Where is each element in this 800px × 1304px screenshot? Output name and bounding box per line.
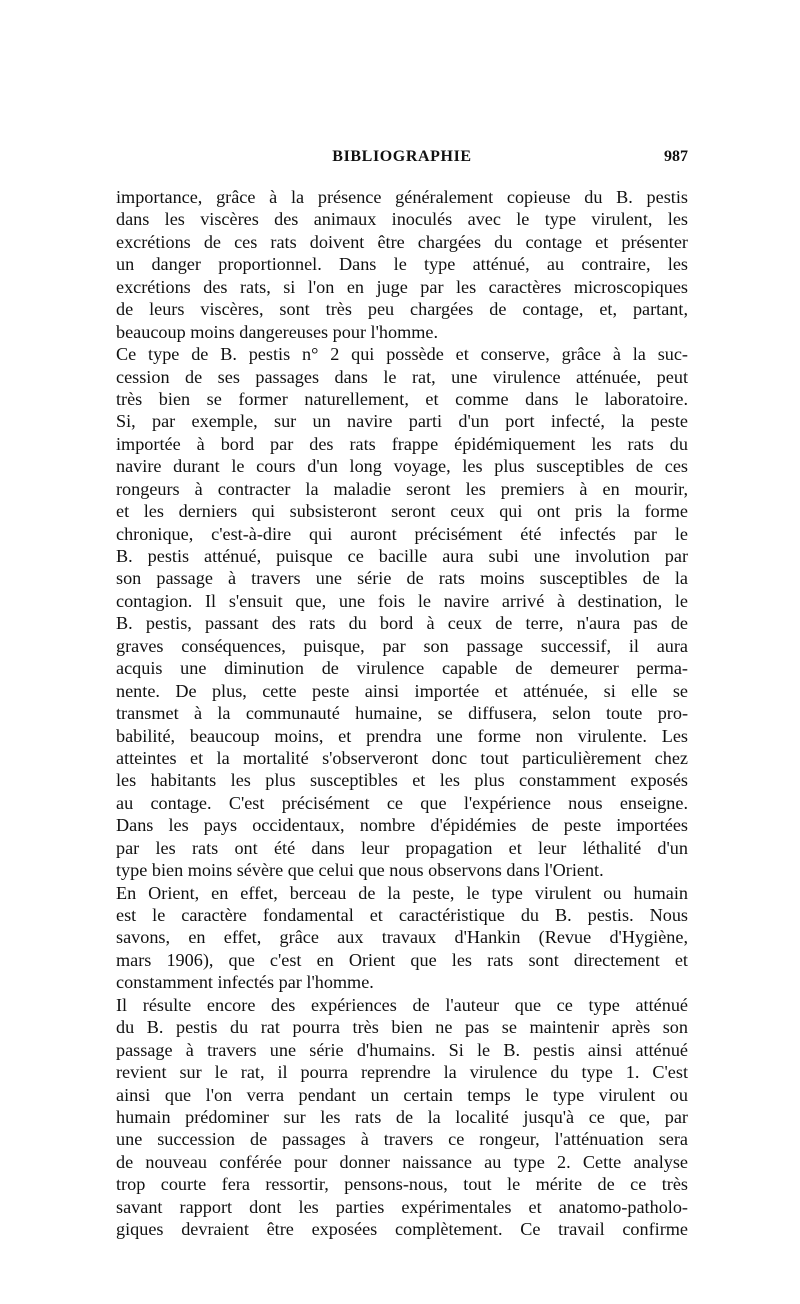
text-line: importance, grâce à la présence généralement copieuse du B. pestis	[116, 187, 688, 207]
text-line: excrétions des rats, si l'on en juge par les caractères microscopiques	[116, 276, 688, 297]
text-line: par les rats ont été dans leur propagation et leur léthalité d'un	[116, 837, 688, 858]
text-line: de leurs viscères, sont très peu chargées de contage, et, partant,	[116, 299, 688, 320]
text-line: un danger proportionnel. Dans le type atténué, au contraire, les	[116, 254, 688, 275]
text-line: une succession de passages à travers ce rongeur, l'atténuation sera	[116, 1129, 688, 1150]
text-line: transmet à la communauté humaine, se diffusera, selon toute pro-	[116, 703, 688, 724]
text-line: au contage. C'est précisément ce que l'expérience nous enseigne.	[116, 792, 688, 813]
text-line: mars 1906), que c'est en Orient que les rats sont directement et	[116, 949, 688, 970]
text-line: Ce type de B. pestis n° 2 qui possède et conserve, grâce à la suc-	[116, 344, 688, 365]
text-line: En Orient, en effet, berceau de la peste, le type virulent ou humain	[116, 882, 688, 903]
text-line: est le caractère fondamental et caractéristique du B. pestis. Nous	[116, 905, 688, 925]
text-line: très bien se former naturellement, et comme dans le laboratoire.	[116, 388, 688, 409]
text-line: savons, en effet, grâce aux travaux d'Hankin (Revue d'Hygiène,	[116, 927, 688, 948]
text-line: revient sur le rat, il pourra reprendre la virulence du type 1. C'est	[116, 1062, 688, 1083]
text-line: Il résulte encore des expériences de l'auteur que ce type atténué	[116, 994, 688, 1015]
text-line: passage à travers une série d'humains. Si le B. pestis ainsi atténué	[116, 1039, 688, 1060]
text-line: acquis une diminution de virulence capable de demeurer perma-	[116, 658, 688, 679]
text-line: beaucoup moins dangereuses pour l'homme.	[116, 321, 438, 342]
text-line: graves conséquences, puisque, par son passage successif, il aura	[116, 635, 688, 656]
text-line: chronique, c'est-à-dire qui auront précisément été infectés par le	[116, 523, 688, 544]
text-line: et les derniers qui subsisteront seront ceux qui ont pris la forme	[116, 501, 688, 522]
text-line: du B. pestis du rat pourra très bien ne pas se maintenir après son	[116, 1017, 688, 1038]
running-title: BIBLIOGRAPHIE	[332, 148, 472, 165]
text-line: contagion. Il s'ensuit que, une fois le navire arrivé à destination, le	[116, 590, 688, 611]
text-line: Si, par exemple, sur un navire parti d'un port infecté, la peste	[116, 411, 688, 432]
text-line: nente. De plus, cette peste ainsi importée et atténuée, si elle se	[116, 680, 688, 701]
text-line: type bien moins sévère que celui que nous observons dans l'Orient.	[116, 860, 604, 881]
text-line: trop courte fera ressortir, pensons-nous, tout le mérite de ce très	[116, 1174, 688, 1195]
page-number: 987	[664, 148, 688, 165]
text-line: atteintes et la mortalité s'observeront donc tout particulièrement chez	[116, 747, 688, 768]
text-line: rongeurs à contracter la maladie seront les premiers à en mourir,	[116, 478, 688, 499]
text-line: giques devraient être exposées complètement. Ce travail confirme	[116, 1219, 688, 1240]
running-head	[116, 148, 688, 174]
text-line: importée à bord par des rats frappe épidémiquement les rats du	[116, 433, 688, 454]
text-line: ainsi que l'on verra pendant un certain temps le type virulent ou	[116, 1084, 688, 1105]
text-line: les habitants les plus susceptibles et les plus constamment exposés	[116, 770, 688, 791]
text-line: humain prédominer sur les rats de la localité jusqu'à ce que, par	[116, 1106, 688, 1127]
text-line: de nouveau conférée pour donner naissance au type 2. Cette analyse	[116, 1151, 688, 1172]
text-line: B. pestis atténué, puisque ce bacille aura subi une involution par	[116, 546, 688, 566]
text-line: babilité, beaucoup moins, et prendra une forme non virulente. Les	[116, 725, 688, 746]
text-line: savant rapport dont les parties expérimentales et anatomo-patholo-	[116, 1196, 688, 1217]
text-line: excrétions de ces rats doivent être chargées du contage et présenter	[116, 231, 688, 252]
text-line: navire durant le cours d'un long voyage, les plus susceptibles de ces	[116, 456, 688, 477]
text-line: B. pestis, passant des rats du bord à ceux de terre, n'aura pas de	[116, 613, 688, 634]
body-text	[116, 186, 688, 1241]
text-line: son passage à travers une série de rats moins susceptibles de la	[116, 568, 688, 589]
text-line: dans les viscères des animaux inoculés avec le type virulent, les	[116, 209, 688, 230]
text-line: Dans les pays occidentaux, nombre d'épidémies de peste importées	[116, 815, 688, 836]
text-line: constamment infectés par l'homme.	[116, 972, 374, 993]
text-line: cession de ses passages dans le rat, une virulence atténuée, peut	[116, 366, 688, 387]
